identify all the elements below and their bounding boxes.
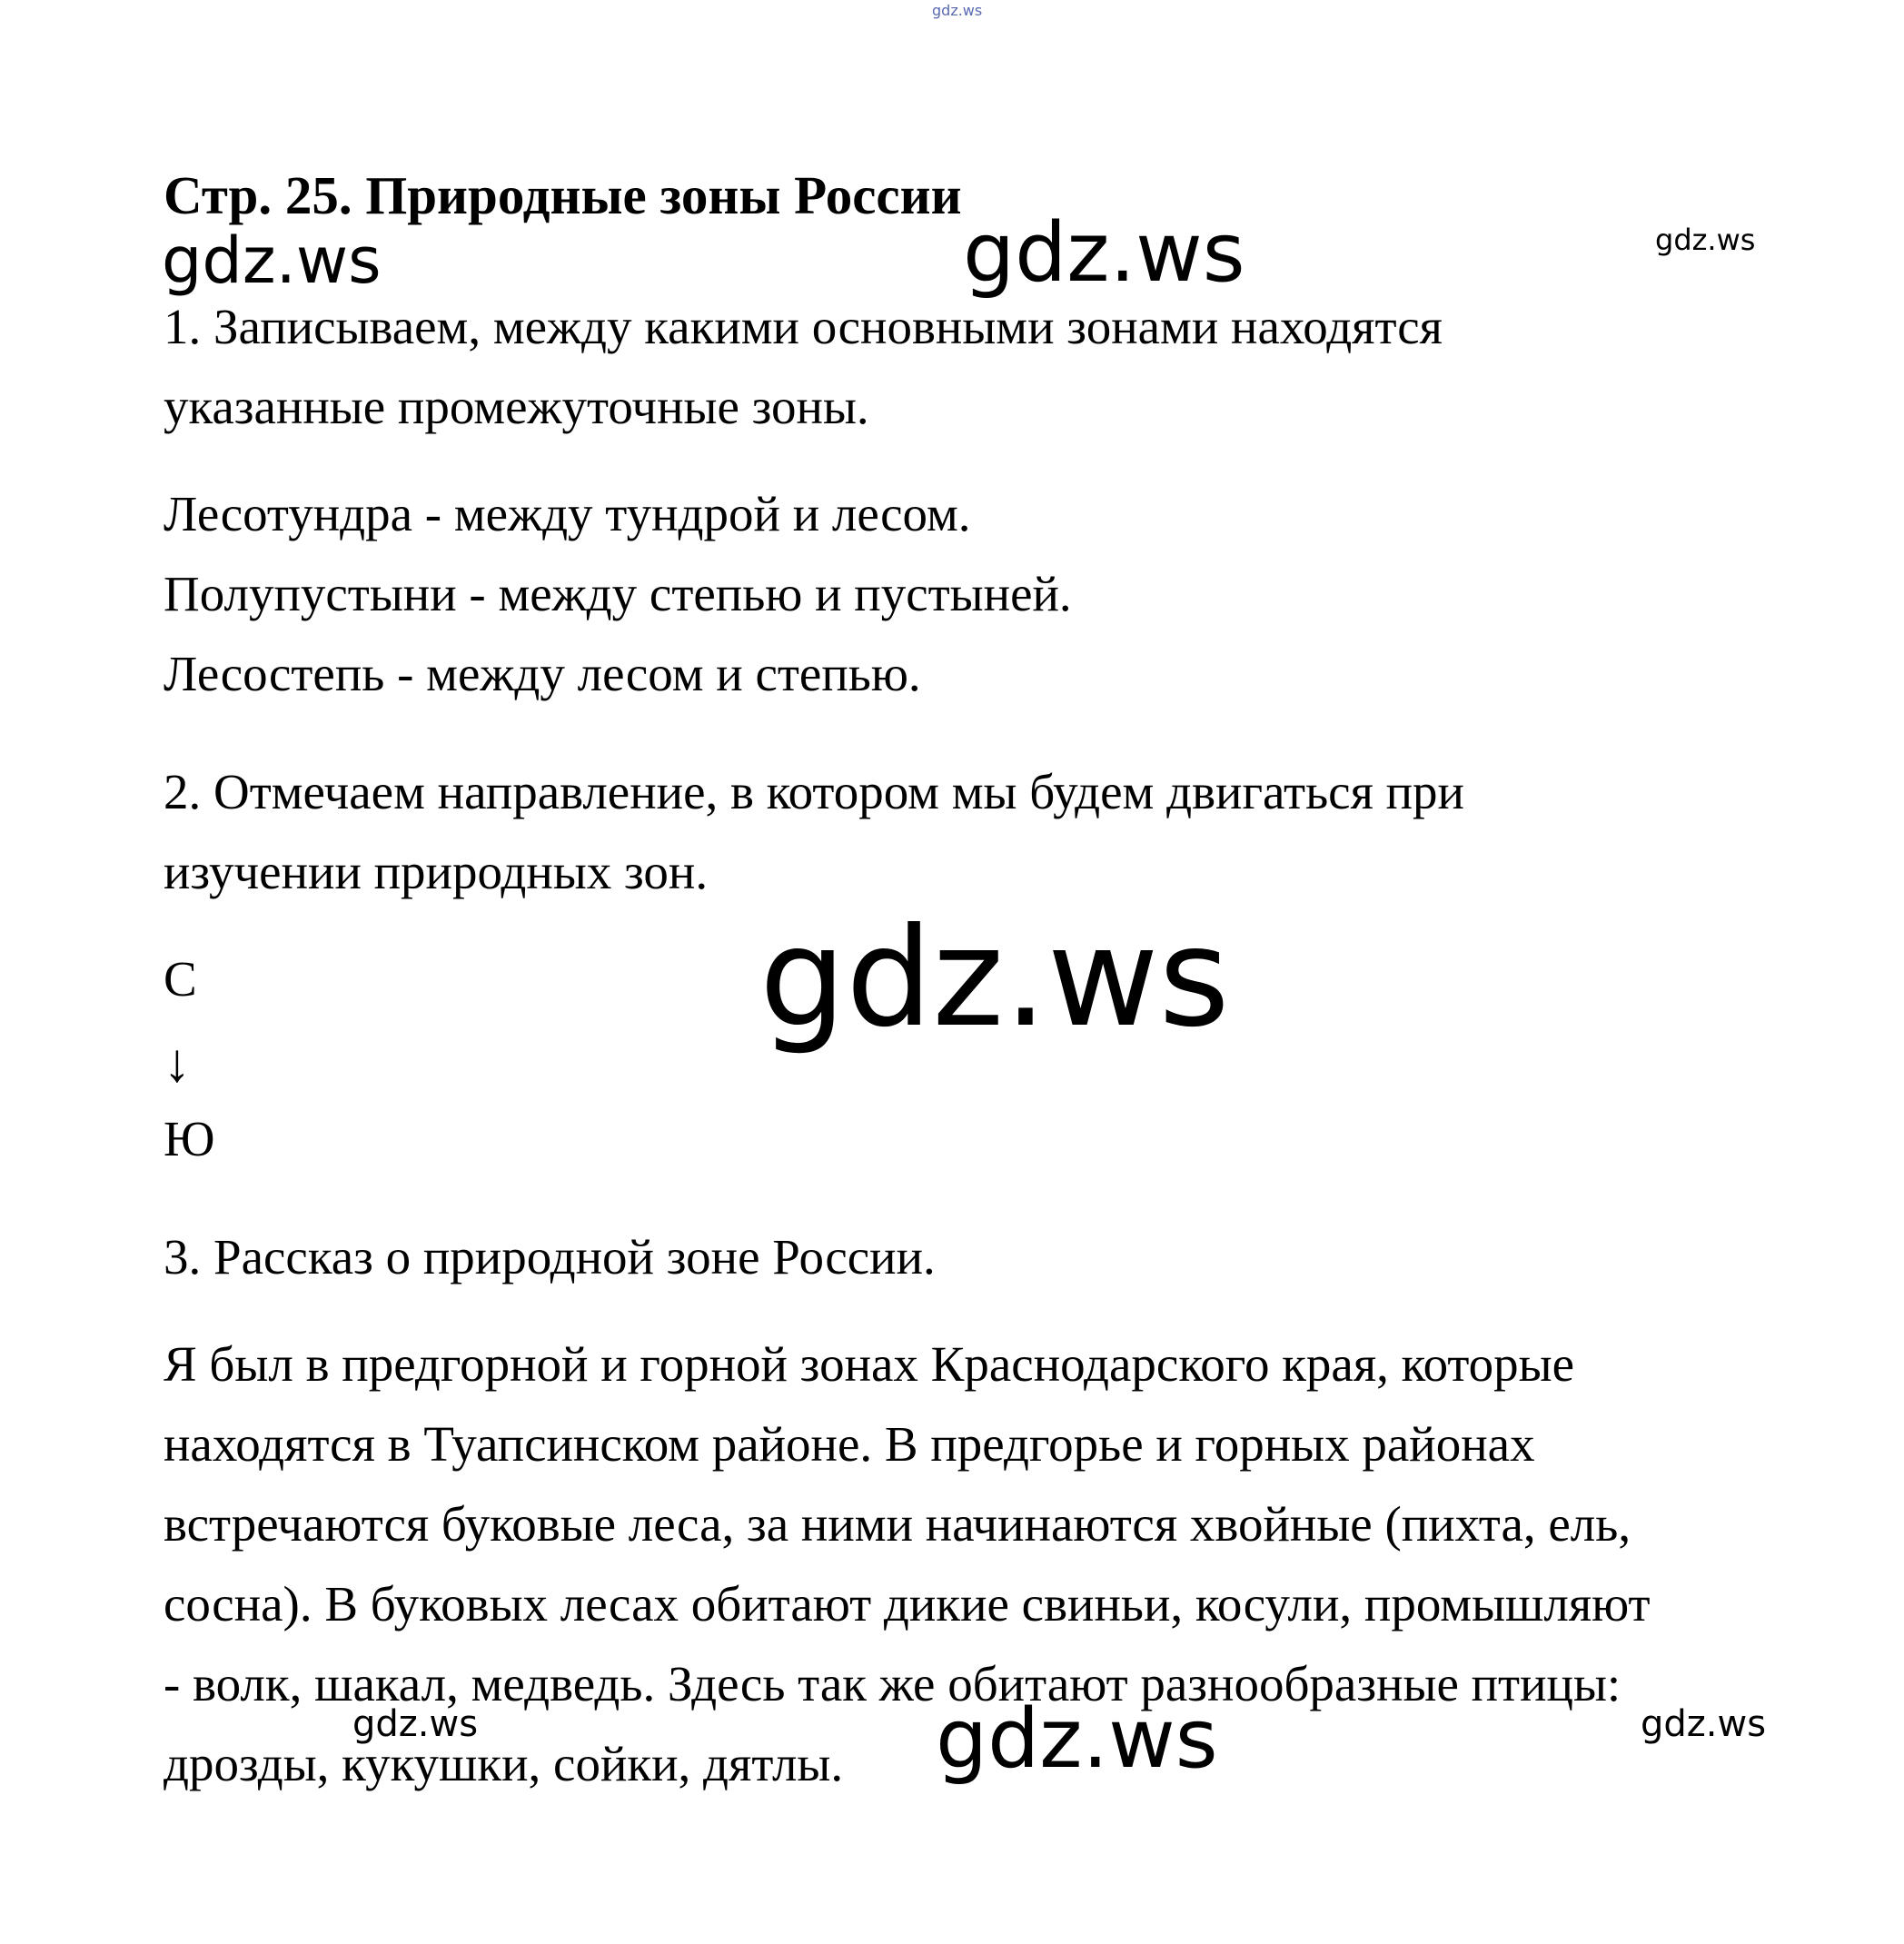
direction-north-label: С [164, 951, 197, 1007]
task3-story-line-1: Я был в предгорной и горной зонах Краснодарского края, которые [164, 1336, 1575, 1392]
task3-story-line-4: сосна). В буковых лесах обитают дикие свиньи, косули, промышляют [164, 1576, 1651, 1632]
task1-text-line1: 1. Записываем, между какими основными зонами находятся [164, 299, 1443, 354]
task1-answer-3: Лесостепь - между лесом и степью. [164, 646, 921, 701]
watermark-header-right: gdz.ws [1655, 223, 1756, 257]
watermark-header-left: gdz.ws [162, 223, 382, 298]
task1-answer-1: Лесотундра - между тундрой и лесом. [164, 486, 971, 541]
watermark-top-small: gdz.ws [932, 2, 983, 19]
watermark-bottom-left: gdz.ws [352, 1703, 479, 1745]
page-title: Стр. 25. Природные зоны России [164, 165, 962, 225]
task3-story-line-6: дрозды, кукушки, сойки, дятлы. [164, 1736, 844, 1791]
task3-story-line-2: находятся в Туапсинском районе. В предгорье и горных районах [164, 1416, 1535, 1472]
task3-story-line-5: - волк, шакал, медведь. Здесь так же обитают разнообразные птицы: [164, 1656, 1621, 1711]
task3-story-line-3: встречаются буковые леса, за ними начинаются хвойные (пихта, ель, [164, 1496, 1631, 1552]
task2-text-line1: 2. Отмечаем направление, в котором мы будем двигаться при [164, 764, 1464, 819]
task1-text-line2: указанные промежуточные зоны. [164, 379, 869, 434]
task1-answer-2: Полупустыни - между степью и пустыней. [164, 566, 1072, 621]
direction-arrow-down-icon: ↓ [164, 1033, 191, 1093]
watermark-header-center: gdz.ws [963, 205, 1245, 301]
watermark-center-big: gdz.ws [759, 899, 1230, 1057]
watermark-bottom-center: gdz.ws [936, 1691, 1218, 1787]
task2-text-line2: изучении природных зон. [164, 844, 709, 899]
direction-south-label: Ю [164, 1111, 215, 1166]
watermark-bottom-right: gdz.ws [1641, 1703, 1767, 1745]
task3-text: 3. Рассказ о природной зоне России. [164, 1229, 936, 1284]
